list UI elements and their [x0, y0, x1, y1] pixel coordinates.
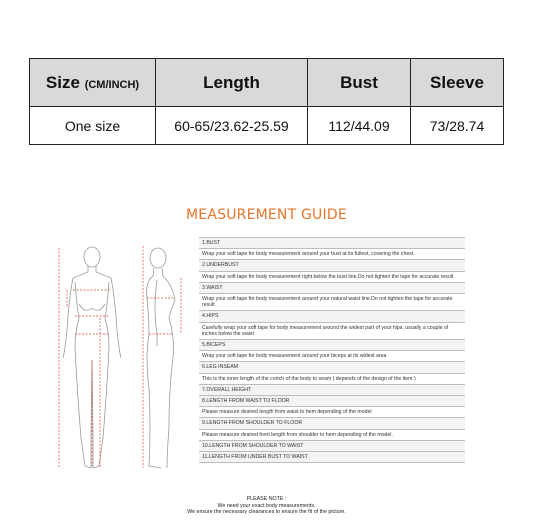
body-figures-illustration: [45, 238, 195, 478]
guide-title: MEASUREMENT GUIDE: [186, 207, 347, 223]
measurement-title: 1.BUST: [199, 237, 465, 248]
size-value: One size: [30, 107, 156, 145]
side-measure-lines: [143, 246, 181, 468]
size-table: [29, 58, 504, 145]
measurement-description: Carefully wrap your soft tape for body measurement around the widest part of your hips, usually a couple of inches below the waist: [199, 322, 465, 339]
note-line-2: We need your exact body measurements.: [217, 502, 316, 509]
note-line-3: We ensure the necessary clearances to ensure the fit of the picture.: [187, 509, 346, 516]
measurement-title: 8.LENGTH FROM WAIST TO FLOOR: [199, 395, 465, 406]
sleeve-value: 73/28.74: [411, 107, 504, 145]
measurement-title: 7.OVERALL HEIGHT: [199, 384, 465, 395]
measurement-title: 3.WAIST: [199, 282, 465, 293]
please-note: [0, 496, 533, 516]
measurement-description: Wrap your soft tape for body measurement right below the bust line.Do not tighten the tape for accurate result: [199, 271, 465, 282]
length-header: Length: [156, 59, 308, 107]
measurement-description: Wrap your soft tape for body measurement around your natural waist line.Do not tighten the tape for accurate result: [199, 293, 465, 310]
bust-header: Bust: [308, 59, 411, 107]
measurement-title: 2.UNDERBUST: [199, 259, 465, 270]
size-unit: (CM/INCH): [84, 78, 140, 91]
measurement-list: [199, 237, 465, 463]
measurement-title: 9.LENGTH FROM SHOULDER TO FLOOR: [199, 417, 465, 428]
sleeve-header: Sleeve: [411, 59, 504, 107]
measurement-description: Wrap your soft tape for body measurement around your biceps at its widest area: [199, 350, 465, 361]
length-value: 60-65/23.62-25.59: [156, 107, 308, 145]
measurement-description: Please measure desired front length from shoulder to hem depending of the model.: [199, 429, 465, 440]
measurement-description: Wrap your soft tape for body measurement around your bust at its fullest, covering the chest.: [199, 248, 465, 259]
size-table-row: [30, 107, 504, 145]
size-table-header-row: [30, 59, 504, 107]
measurement-description: This is the inner length of the crotch of the body to seam ( depends of the design of the item ): [199, 373, 465, 384]
bust-value: 112/44.09: [308, 107, 411, 145]
measurement-title: 4.HIPS: [199, 310, 465, 321]
measurement-title: 6.LEG INSEAM: [199, 361, 465, 372]
measurement-title: 5.BICEPS: [199, 339, 465, 350]
note-line-1: PLEASE NOTE :: [246, 496, 287, 502]
size-header: Size (CM/INCH): [30, 59, 156, 107]
side-body-figure: [147, 248, 175, 468]
measurement-title: 11.LENGTH FROM UNDER BUST TO WAIST: [199, 451, 465, 463]
measurement-title: 10.LENGTH FROM SHOULDER TO WAIST: [199, 440, 465, 451]
measurement-description: Please measure desired length from waist to hem depending of the model: [199, 406, 465, 417]
